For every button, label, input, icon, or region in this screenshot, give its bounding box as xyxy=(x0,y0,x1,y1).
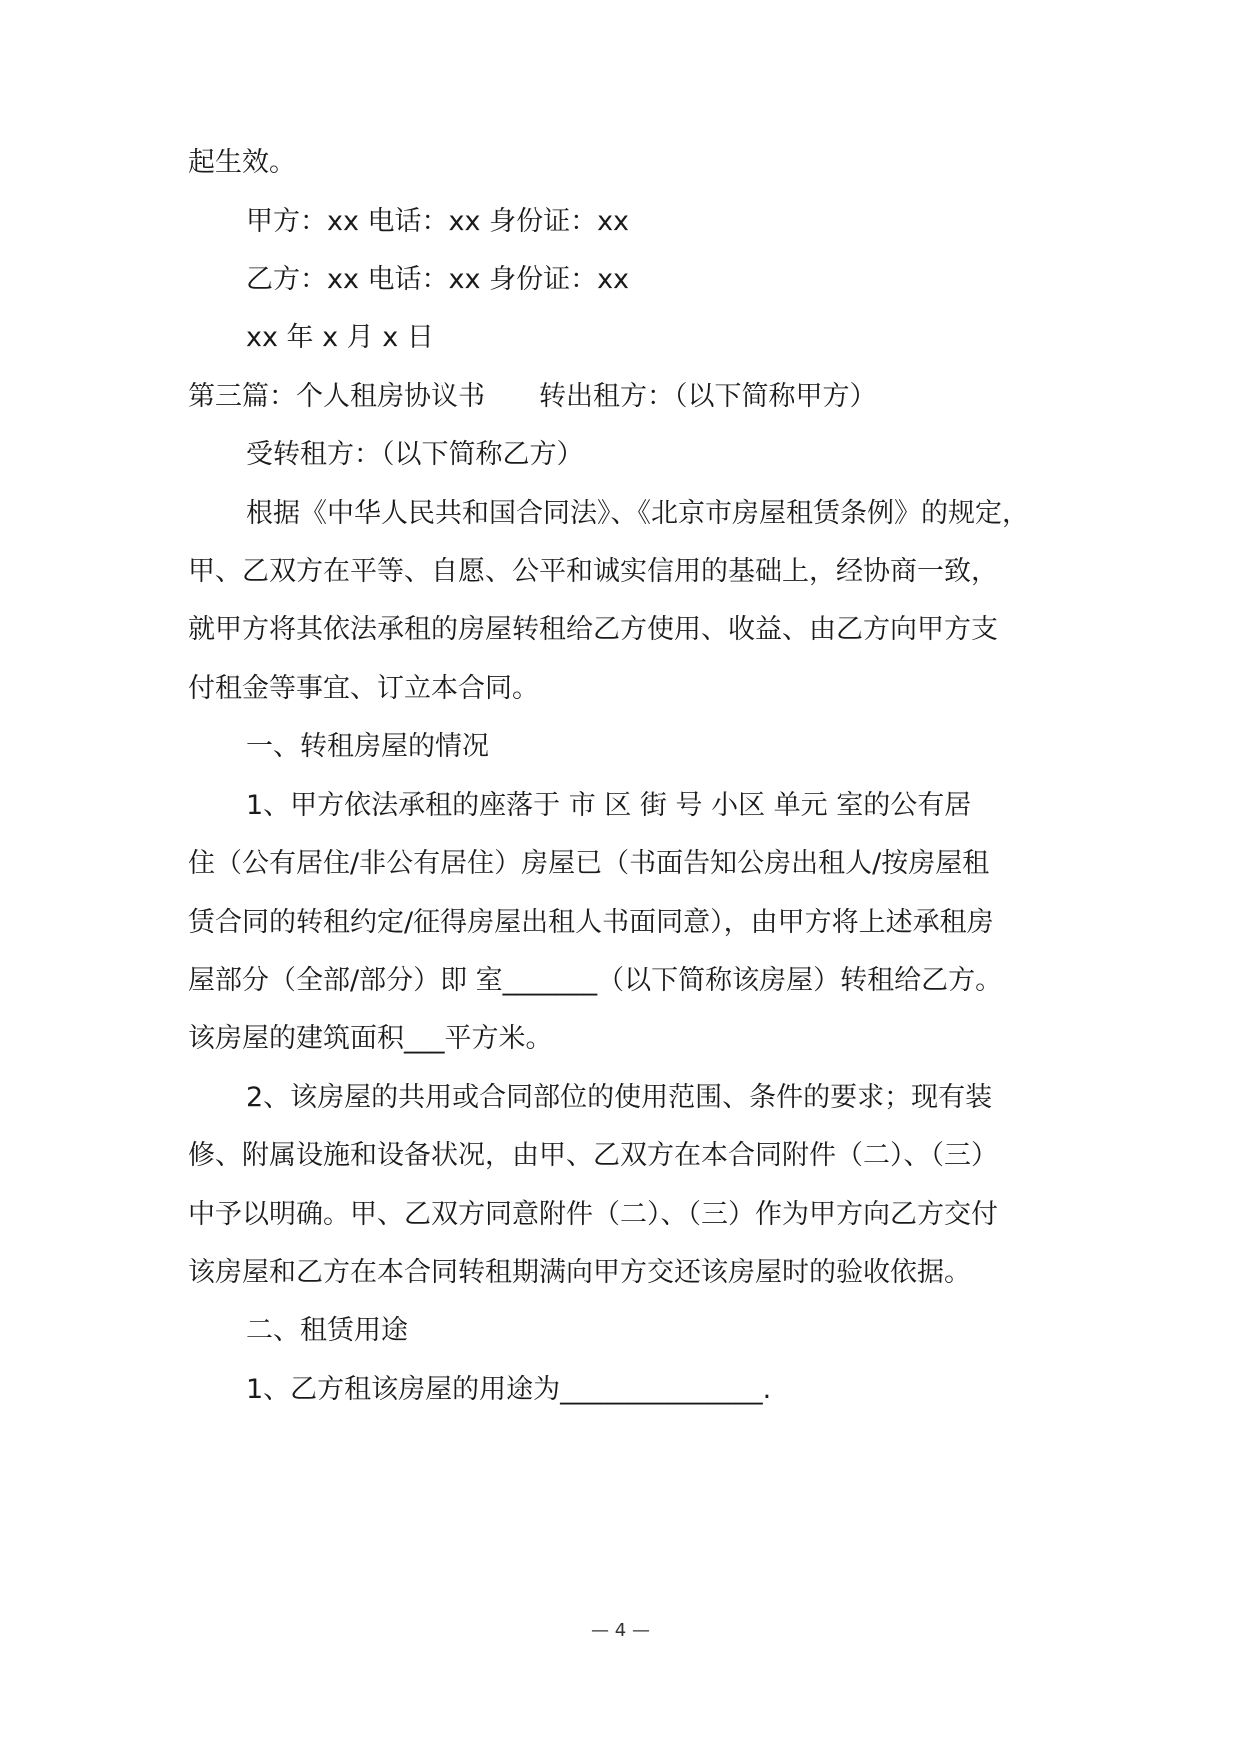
clause-heading: 二、租赁用途 xyxy=(246,1315,408,1346)
text-line: 屋部分（全部/部分）即 室_______（以下简称该房屋）转租给乙方。 xyxy=(188,965,1003,996)
text-line: 修、附属设施和设备状况，由甲、乙双方在本合同附件（二）、（三） xyxy=(188,1140,998,1171)
text-line: 赁合同的转租约定/征得房屋出租人书面同意），由甲方将上述承租房 xyxy=(188,907,994,938)
text-line: 该房屋和乙方在本合同转租期满向甲方交还该房屋时的验收依据。 xyxy=(188,1257,971,1288)
text-line: 付租金等事宜、订立本合同。 xyxy=(188,673,539,704)
page-number: — 4 — xyxy=(591,1620,650,1641)
text-line: 2、该房屋的共用或合同部位的使用范围、条件的要求；现有装 xyxy=(246,1082,993,1113)
text-line: 受转租方：（以下简称乙方） xyxy=(246,439,584,470)
section-title: 第三篇：个人租房协议书 转出租方：（以下简称甲方） xyxy=(188,381,877,412)
text-line: 就甲方将其依法承租的房屋转租给乙方使用、收益、由乙方向甲方支 xyxy=(188,614,998,645)
text-line: 该房屋的建筑面积___平方米。 xyxy=(188,1023,553,1054)
party-b-line: 乙方：xx 电话：xx 身份证：xx xyxy=(246,264,630,295)
text-line: 1、甲方依法承租的座落于 市 区 街 号 小区 单元 室的公有居 xyxy=(246,790,972,821)
party-a-line: 甲方：xx 电话：xx 身份证：xx xyxy=(246,206,630,237)
date-line: xx 年 x 月 x 日 xyxy=(246,322,434,353)
text-line: 根据《中华人民共和国合同法》、《北京市房屋租赁条例》的规定， xyxy=(246,498,1029,529)
text-line: 住（公有居住/非公有居住）房屋已（书面告知公房出租人/按房屋租 xyxy=(188,848,990,879)
text-line: 中予以明确。甲、乙双方同意附件（二）、（三）作为甲方向乙方交付 xyxy=(188,1199,998,1230)
text-line: 1、乙方租该房屋的用途为_______________. xyxy=(246,1374,772,1405)
text-line: 起生效。 xyxy=(188,147,296,178)
text-line: 甲、乙双方在平等、自愿、公平和诚实信用的基础上，经协商一致， xyxy=(188,556,998,587)
clause-heading: 一、转租房屋的情况 xyxy=(246,731,489,762)
